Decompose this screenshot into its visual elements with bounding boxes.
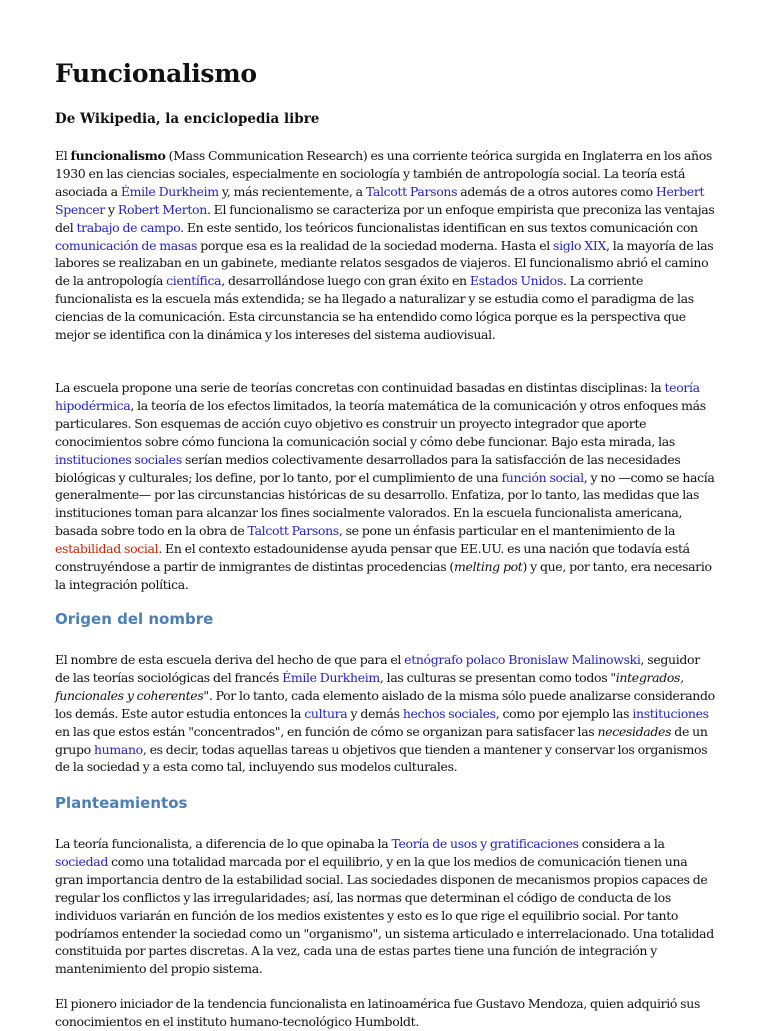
pionero-paragraph: El pionero iniciador de la tendencia funcionalista en latinoamérica fue Gustavo Mendoza, quien adquirió sus conocimientos en el instituto humano-tecnológico Humboldt. [55, 996, 701, 1029]
page-subtitle: De Wikipedia, la enciclopedia libre [55, 111, 320, 127]
link-emile-durkheim[interactable]: Émile Durkheim [120, 183, 219, 199]
link-instituciones[interactable]: instituciones [632, 705, 709, 721]
link-estabilidad-social[interactable]: estabilidad social [55, 541, 159, 557]
link-trabajo-de-campo[interactable]: trabajo de campo [76, 219, 181, 235]
link-talcott-parsons[interactable]: Talcott Parsons [365, 183, 458, 199]
link-cultura[interactable]: cultura [304, 705, 348, 721]
link-teoria-usos-gratificaciones[interactable]: Teoría de usos y gratificaciones [391, 836, 579, 851]
term-melting-pot: melting pot [453, 559, 523, 575]
link-talcott-parsons-2[interactable]: Talcott Parsons [247, 523, 339, 539]
link-humano[interactable]: humano [93, 741, 143, 757]
link-robert-merton[interactable]: Robert Merton [117, 201, 207, 217]
planteamientos-paragraph: La teoría funcionalista, a diferencia de lo que opinaba la Teoría de usos y gratificaciones considera a la sociedad como una totalidad marcada por el equilibrio, y en la que los medios de comunicación tienen una gran importancia dentro de la estabilidad social. Las sociedades disponen de mecanismos propios capaces de regular los conflictos y las irregularidades; así, las normas que determinan el código de conducta de los individuos variarán en función de los medios existentes y esto es lo que rige el equilibrio social. Por tanto podríamos entender la sociedad como un "organismo", un sistema articulado e interrelacionado. Una totalidad constituida por partes discretas. A la vez, cada una de estas partes tiene una función de integración y mantenimiento del propio sistema. [55, 836, 714, 977]
link-instituciones-sociales[interactable]: instituciones sociales [55, 451, 182, 467]
quote-integrados: integrados, funcionales y coherentes [55, 669, 684, 703]
link-teoria-hipodermica[interactable]: teoría hipodérmica [55, 380, 700, 413]
link-hechos-sociales[interactable]: hechos sociales [402, 705, 496, 721]
link-siglo-xix[interactable]: siglo XIX [553, 237, 607, 253]
link-funcion-social[interactable]: función social [501, 469, 584, 485]
link-cientifica[interactable]: científica [166, 273, 222, 289]
link-herbert-spencer[interactable]: Herbert Spencer [55, 183, 705, 217]
escuela-paragraph: La escuela propone una serie de teorías concretas con continuidad basadas en distintas disciplinas: la teoría hipodérmica, la teoría de los efectos limitados, la teoría matemática de la comunicación y otros enfoques más particulares. Son esquemas de acción cuyo objetivo es construir un proyecto integrador que aporte conocimientos sobre cómo funciona la comunicación social y cómo debe funcionar. Bajo esta mirada, las instituciones sociales serían medios colectivamente desarrollados para la satisfacción de las necesidades biológicas y culturales; los define, por lo tanto, por el cumplimiento de una función social, y no —como se hacía generalmente— por las circunstancias históricas de su desarrollo. Enfatiza, por lo tanto, las medidas que las instituciones toman para alcanzar los fines socialmente valorados. En la escuela funcionalista americana, basada sobre todo en la obra de Talcott Parsons, se pone un énfasis particular en el mantenimiento de la estabilidad social. En el contexto estadounidense ayuda pensar que EE.UU. es una nación que todavía está construyéndose a partir de inmigrantes de distintas procedencias (melting pot) y que, por tanto, era necesario la integración política. [55, 380, 715, 592]
link-comunicacion-de-masas[interactable]: comunicación de masas [55, 237, 198, 253]
link-emile-durkheim-2[interactable]: Émile Durkheim [282, 669, 380, 685]
link-etnografo-polaco[interactable]: etnógrafo polaco [404, 652, 506, 667]
section-heading-planteamientos: Planteamientos [55, 794, 188, 812]
intro-paragraph: El funcionalismo (Mass Communication Research) es una corriente teórica surgida en Inglaterra en los años 1930 en las ciencias sociales, especialmente en sociología y también de antropología social. La teoría está asociada a Émile Durkheim y, más recientemente, a Talcott Parsons además de a otros autores como Herbert Spencer y Robert Merton. El funcionalismo se caracteriza por un enfoque empirista que preconiza las ventajas del trabajo de campo. En este sentido, los teóricos funcionalistas identifican en sus textos comunicación con comunicación de masas porque esa es la realidad de la sociedad moderna. Hasta el siglo XIX, la mayoría de las labores se realizaban en un gabinete, mediante relatos sesgados de viajeros. El funcionalismo abrió el camino de la antropología científica, desarrollándose luego con gran éxito en Estados Unidos. La corriente funcionalista es la escuela más extendida; se ha llegado a naturalizar y se estudia como el paradigma de las ciencias de la comunicación. Esta circunstancia se ha entendido como lógica porque es la perspectiva que mejor se identifica con la dinámica y los intereses del sistema audiovisual. [55, 148, 715, 343]
origen-paragraph: El nombre de esta escuela deriva del hecho de que para el etnógrafo polaco Bronislaw Malinowski, seguidor de las teorías sociológicas del francés Émile Durkheim, las culturas se presentan como todos "integrados, funcionales y coherentes". Por lo tanto, cada elemento aislado de la misma sólo puede analizarse considerando los demás. Este autor estudia entonces la cultura y demás hechos sociales, como por ejemplo las instituciones en las que estos están "concentrados", en función de cómo se organizan para satisfacer las necesidades de un grupo humano, es decir, todas aquellas tareas u objetivos que tienden a mantener y conservar los organismos de la sociedad y a esta como tal, incluyendo sus modelos culturales. [55, 652, 715, 775]
link-bronislaw-malinowski[interactable]: Bronislaw Malinowski [508, 652, 641, 667]
link-estados-unidos[interactable]: Estados Unidos [469, 273, 563, 289]
term-necesidades: necesidades [597, 723, 672, 739]
page-title: Funcionalismo [55, 59, 257, 88]
term-funcionalismo: funcionalismo [70, 148, 166, 163]
section-heading-origen: Origen del nombre [55, 610, 214, 628]
link-sociedad[interactable]: sociedad [55, 853, 108, 869]
